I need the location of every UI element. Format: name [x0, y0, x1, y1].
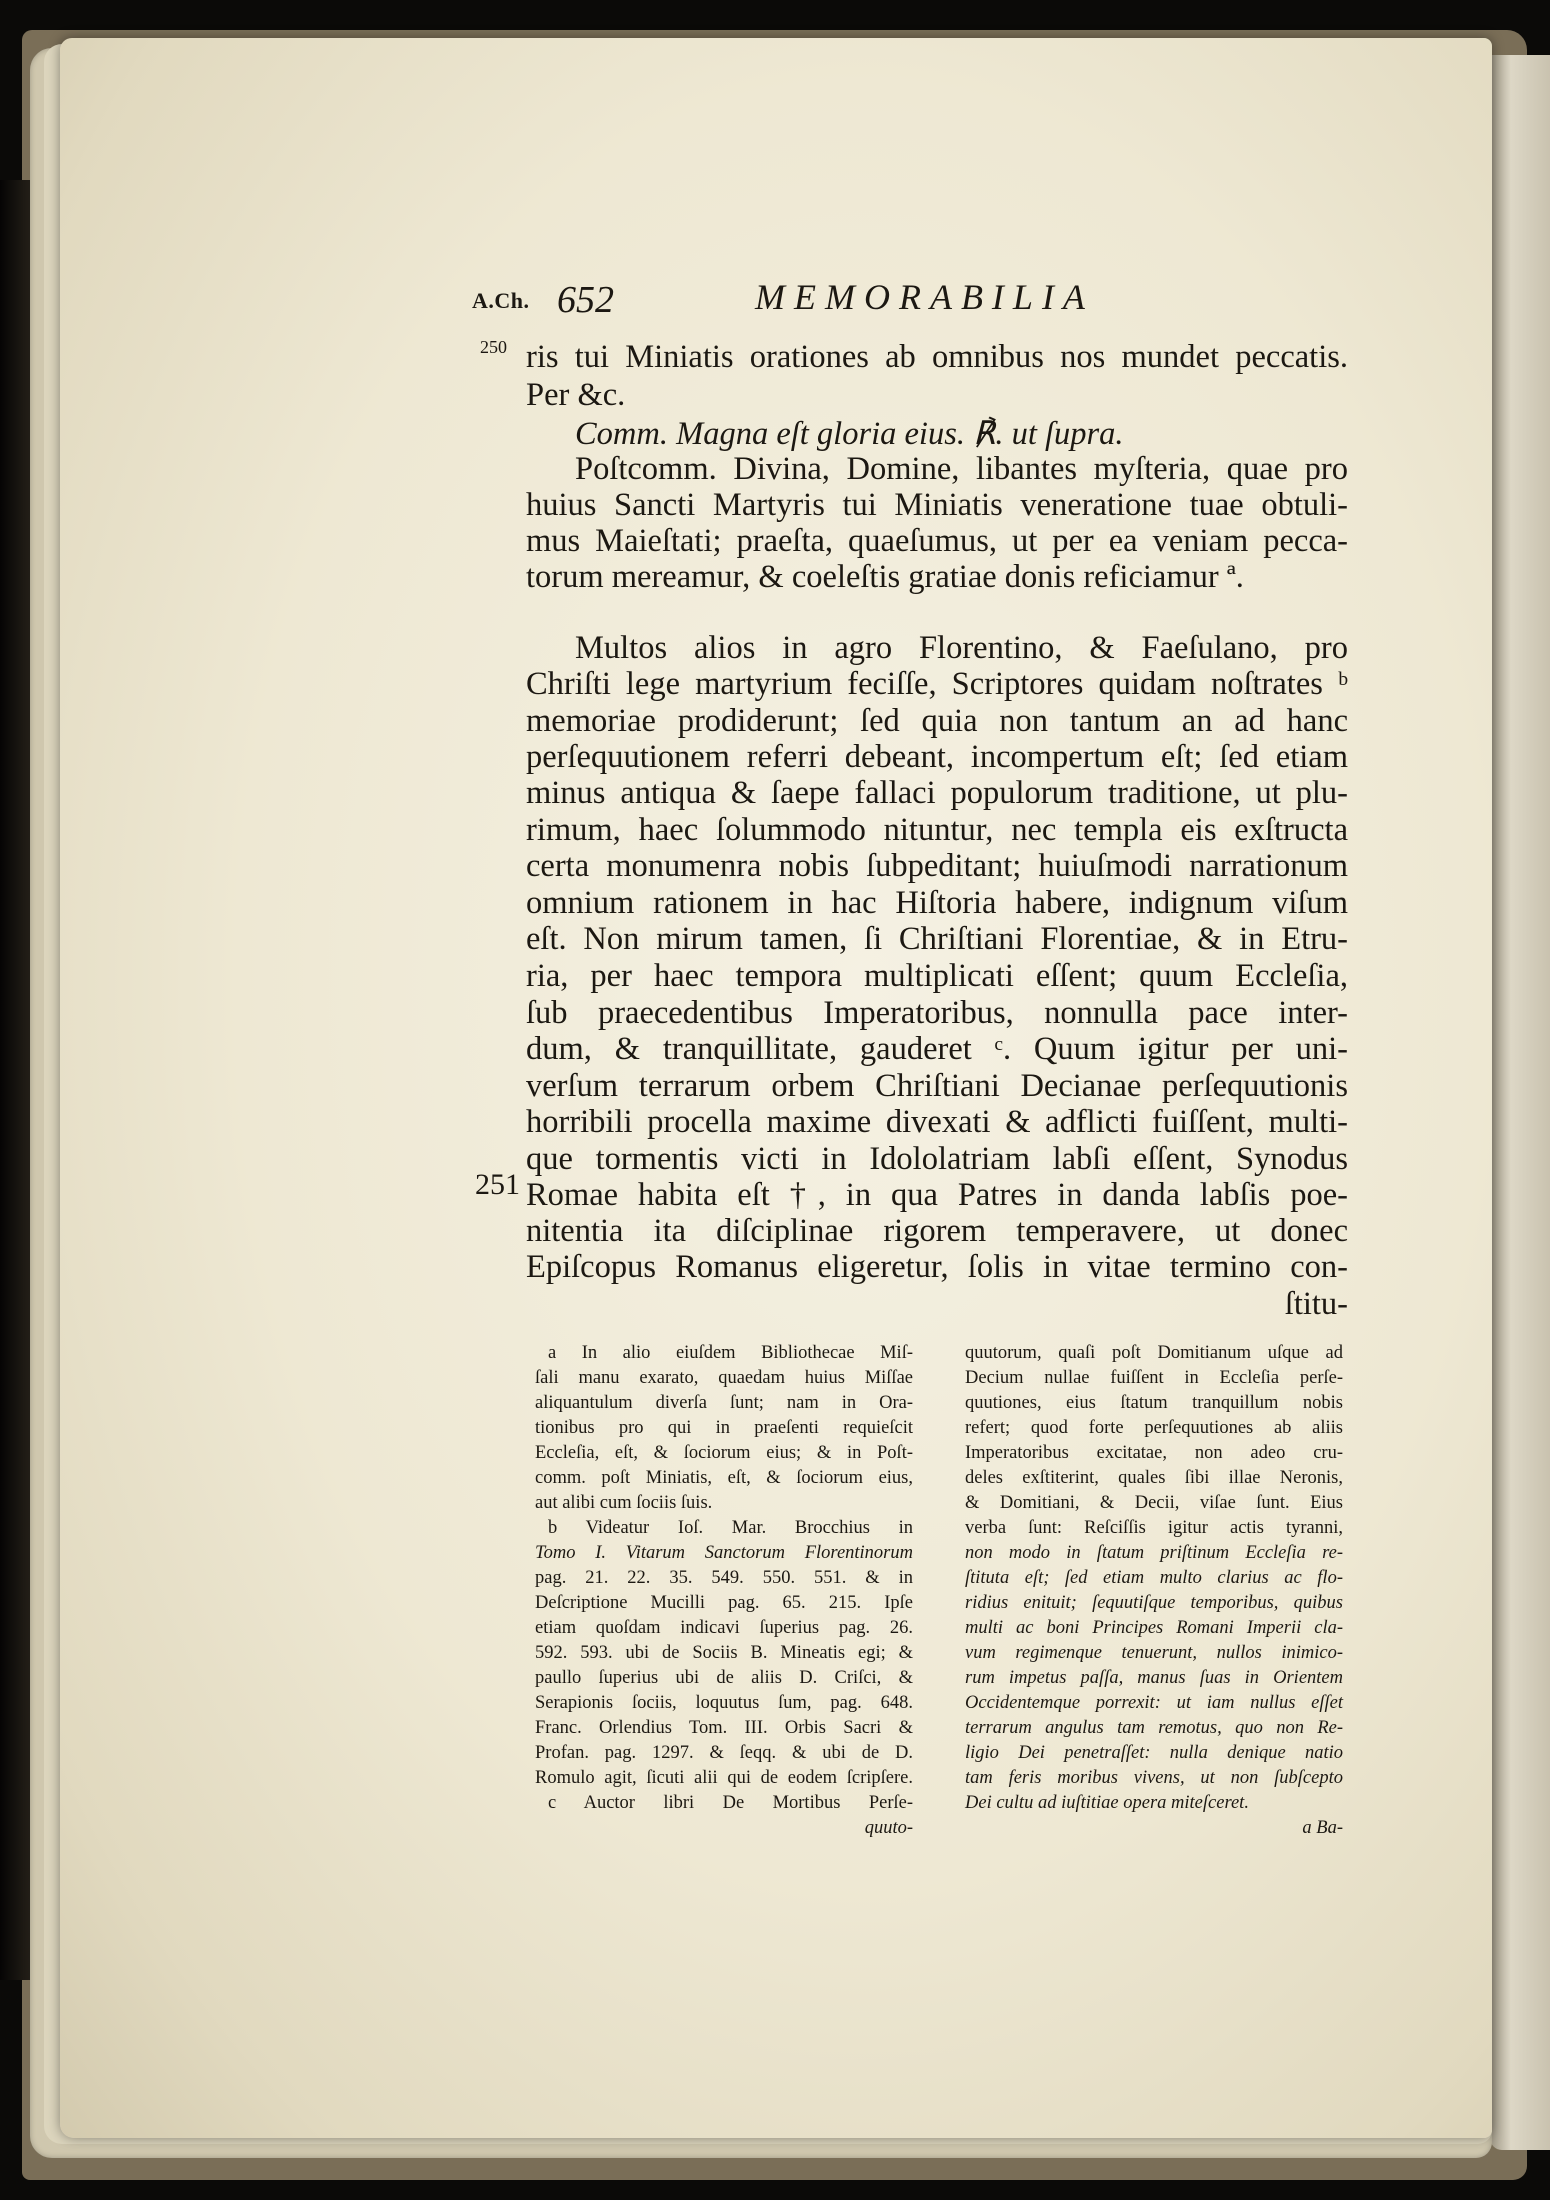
body-line: torum mereamur, & coeleſtis gratiae donis reficiamur ª. — [526, 559, 1244, 595]
footnote-line: aut alibi cum ſociis ſuis. — [535, 1493, 713, 1513]
footnote-line: terrarum angulus tam remotus, quo non Re- — [965, 1718, 1343, 1738]
footnote-line: b Videatur Ioſ. Mar. Brocchius in — [548, 1518, 913, 1538]
body-line: rimum, haec ſolummodo nituntur, nec templa eis exſtructa — [526, 812, 1348, 848]
footnote-line: Serapionis ſociis, loquutus ſum, pag. 648. — [535, 1693, 913, 1713]
footnote-line: Tomo I. Vitarum Sanctorum Florentinorum — [535, 1543, 913, 1563]
page-number: 652 — [557, 279, 614, 321]
footnote-line: Occidentemque porrexit: ut iam nullus eſſet — [965, 1693, 1343, 1713]
footnote-line: c Auctor libri De Mortibus Perſe- — [548, 1793, 913, 1813]
footnote-line: Franc. Orlendius Tom. III. Orbis Sacri & — [535, 1718, 913, 1738]
body-line: Comm. Magna eſt gloria eius. ℟. ut ſupra. — [575, 416, 1124, 452]
body-line: ſub praecedentibus Imperatoribus, nonnulla pace inter- — [526, 995, 1348, 1031]
body-line: eſt. Non mirum tamen, ſi Chriſtiani Florentiae, & in Etru- — [526, 921, 1348, 957]
footnote-line: paullo ſuperius ubi de aliis D. Criſci, & — [535, 1668, 913, 1688]
body-line: Epiſcopus Romanus eligeretur, ſolis in vitae termino con- — [526, 1249, 1348, 1285]
footnote-line: ridius enituit; ſequutiſque temporibus, quibus — [965, 1593, 1343, 1613]
footnote-line: Imperatoribus excitatae, non adeo cru- — [965, 1443, 1343, 1463]
footnote-line: tam feris moribus vivens, ut non ſubſcepto — [965, 1768, 1343, 1788]
footnote-line: ſali manu exarato, quaedam huius Miſſae — [535, 1368, 913, 1388]
body-line: mus Maieſtati; praeſta, quaeſumus, ut per ea veniam pecca- — [526, 523, 1348, 559]
year-label: A.Ch. — [472, 288, 530, 313]
footnote-line: deles exſtiterint, quales ſibi illae Neronis, — [965, 1468, 1343, 1488]
body-line: Multos alios in agro Florentino, & Faeſulano, pro — [575, 630, 1348, 666]
footnote-line: Profan. pag. 1297. & ſeqq. & ubi de D. — [535, 1743, 913, 1763]
footnote-line: aliquantulum diverſa ſunt; nam in Ora- — [535, 1393, 913, 1413]
footnote-line: 592. 593. ubi de Sociis B. Mineatis egi; & — [535, 1643, 913, 1663]
footnote-line: etiam quoſdam indicavi ſuperius pag. 26. — [535, 1618, 913, 1638]
body-line: Per &c. — [526, 377, 626, 413]
body-line: huius Sancti Martyris tui Miniatis veneratione tuae obtuli- — [526, 487, 1348, 523]
body-line: omnium rationem in hac Hiſtoria habere, indignum viſum — [526, 885, 1348, 921]
body-line: Poſtcomm. Divina, Domine, libantes myſteria, quae pro — [575, 451, 1348, 487]
footnote-line: Deſcriptione Mucilli pag. 65. 215. Ipſe — [535, 1593, 913, 1613]
footnote-line: ligio Dei penetraſſet: nulla denique natio — [965, 1743, 1343, 1763]
footnote-line: refert; quod forte perſequutiones ab aliis — [965, 1418, 1343, 1438]
body-line: ria, per haec tempora multiplicati eſſent; quum Eccleſia, — [526, 958, 1348, 994]
facing-page-edge — [1490, 55, 1550, 2150]
body-line: memoriae prodiderunt; ſed quia non tantum an ad hanc — [526, 703, 1348, 739]
footnote-line: ſtituta eſt; ſed etiam multo clarius ac flo- — [965, 1568, 1343, 1588]
body-line: nitentia ita diſciplinae rigorem temperavere, ut donec — [526, 1213, 1348, 1249]
footnote-line: Romulo agit, ſicuti alii qui de eodem ſcripſere. — [535, 1768, 913, 1788]
body-line: verſum terrarum orbem Chriſtiani Decianae perſequutionis — [526, 1068, 1348, 1104]
margin-year: 250 — [480, 337, 507, 357]
catchword: a Ba- — [1302, 1818, 1343, 1838]
body-line: certa monumenra nobis ſubpeditant; huiuſmodi narrationum — [526, 848, 1348, 884]
body-line: ris tui Miniatis orationes ab omnibus nos mundet peccatis. — [526, 339, 1348, 375]
footnote-line: multi ac boni Principes Romani Imperii cla- — [965, 1618, 1343, 1638]
footnote-line: verba ſunt: Reſciſſis igitur actis tyranni, — [965, 1518, 1343, 1538]
footnote-line: Eccleſia, eſt, & ſociorum eius; & in Poſt- — [535, 1443, 913, 1463]
footnote-line: non modo in ſtatum priſtinum Eccleſia re- — [965, 1543, 1343, 1563]
body-line: minus antiqua & ſaepe fallaci populorum traditione, ut plu- — [526, 775, 1348, 811]
footnote-line: quutorum, quaſi poſt Domitianum uſque ad — [965, 1343, 1343, 1363]
footnote-line: pag. 21. 22. 35. 549. 550. 551. & in — [535, 1568, 913, 1588]
body-line: horribili procella maxime divexati & adflicti fuiſſent, multi- — [526, 1104, 1348, 1140]
footnote-line: & Domitiani, & Decii, viſae ſunt. Eius — [965, 1493, 1343, 1513]
margin-year: 251 — [475, 1168, 520, 1201]
footnote-line: comm. poſt Miniatis, eſt, & ſociorum eius, — [535, 1468, 913, 1488]
body-line: dum, & tranquillitate, gauderet ᶜ. Quum igitur per uni- — [526, 1031, 1348, 1067]
body-line: perſequutionem referri debeant, incompertum eſt; ſed etiam — [526, 739, 1348, 775]
footnote-line: Dei cultu ad iuſtitiae opera miteſceret. — [965, 1793, 1249, 1813]
catchword: quuto- — [864, 1818, 913, 1838]
body-line: que tormentis victi in Idololatriam labſi eſſent, Synodus — [526, 1141, 1348, 1177]
footnote-line: quutiones, eius ſtatum tranquillum nobis — [965, 1393, 1343, 1413]
body-line: Romae habita eſt †, in qua Patres in danda labſis poe- — [526, 1177, 1348, 1213]
catchword: ſtitu- — [1284, 1286, 1348, 1322]
footnote-line: a In alio eiuſdem Bibliothecae Miſ- — [548, 1343, 913, 1363]
footnote-line: rum impetus paſſa, manus ſuas in Orientem — [965, 1668, 1343, 1688]
running-title: MEMORABILIA — [755, 277, 1094, 317]
footnote-line: vum regimenque tenuerunt, nullos inimico- — [965, 1643, 1343, 1663]
body-line: Chriſti lege martyrium feciſſe, Scriptores quidam noſtrates ᵇ — [526, 666, 1348, 702]
footnote-line: tionibus pro qui in praeſenti requieſcit — [535, 1418, 913, 1438]
footnote-line: Decium nullae fuiſſent in Eccleſia perſe- — [965, 1368, 1343, 1388]
